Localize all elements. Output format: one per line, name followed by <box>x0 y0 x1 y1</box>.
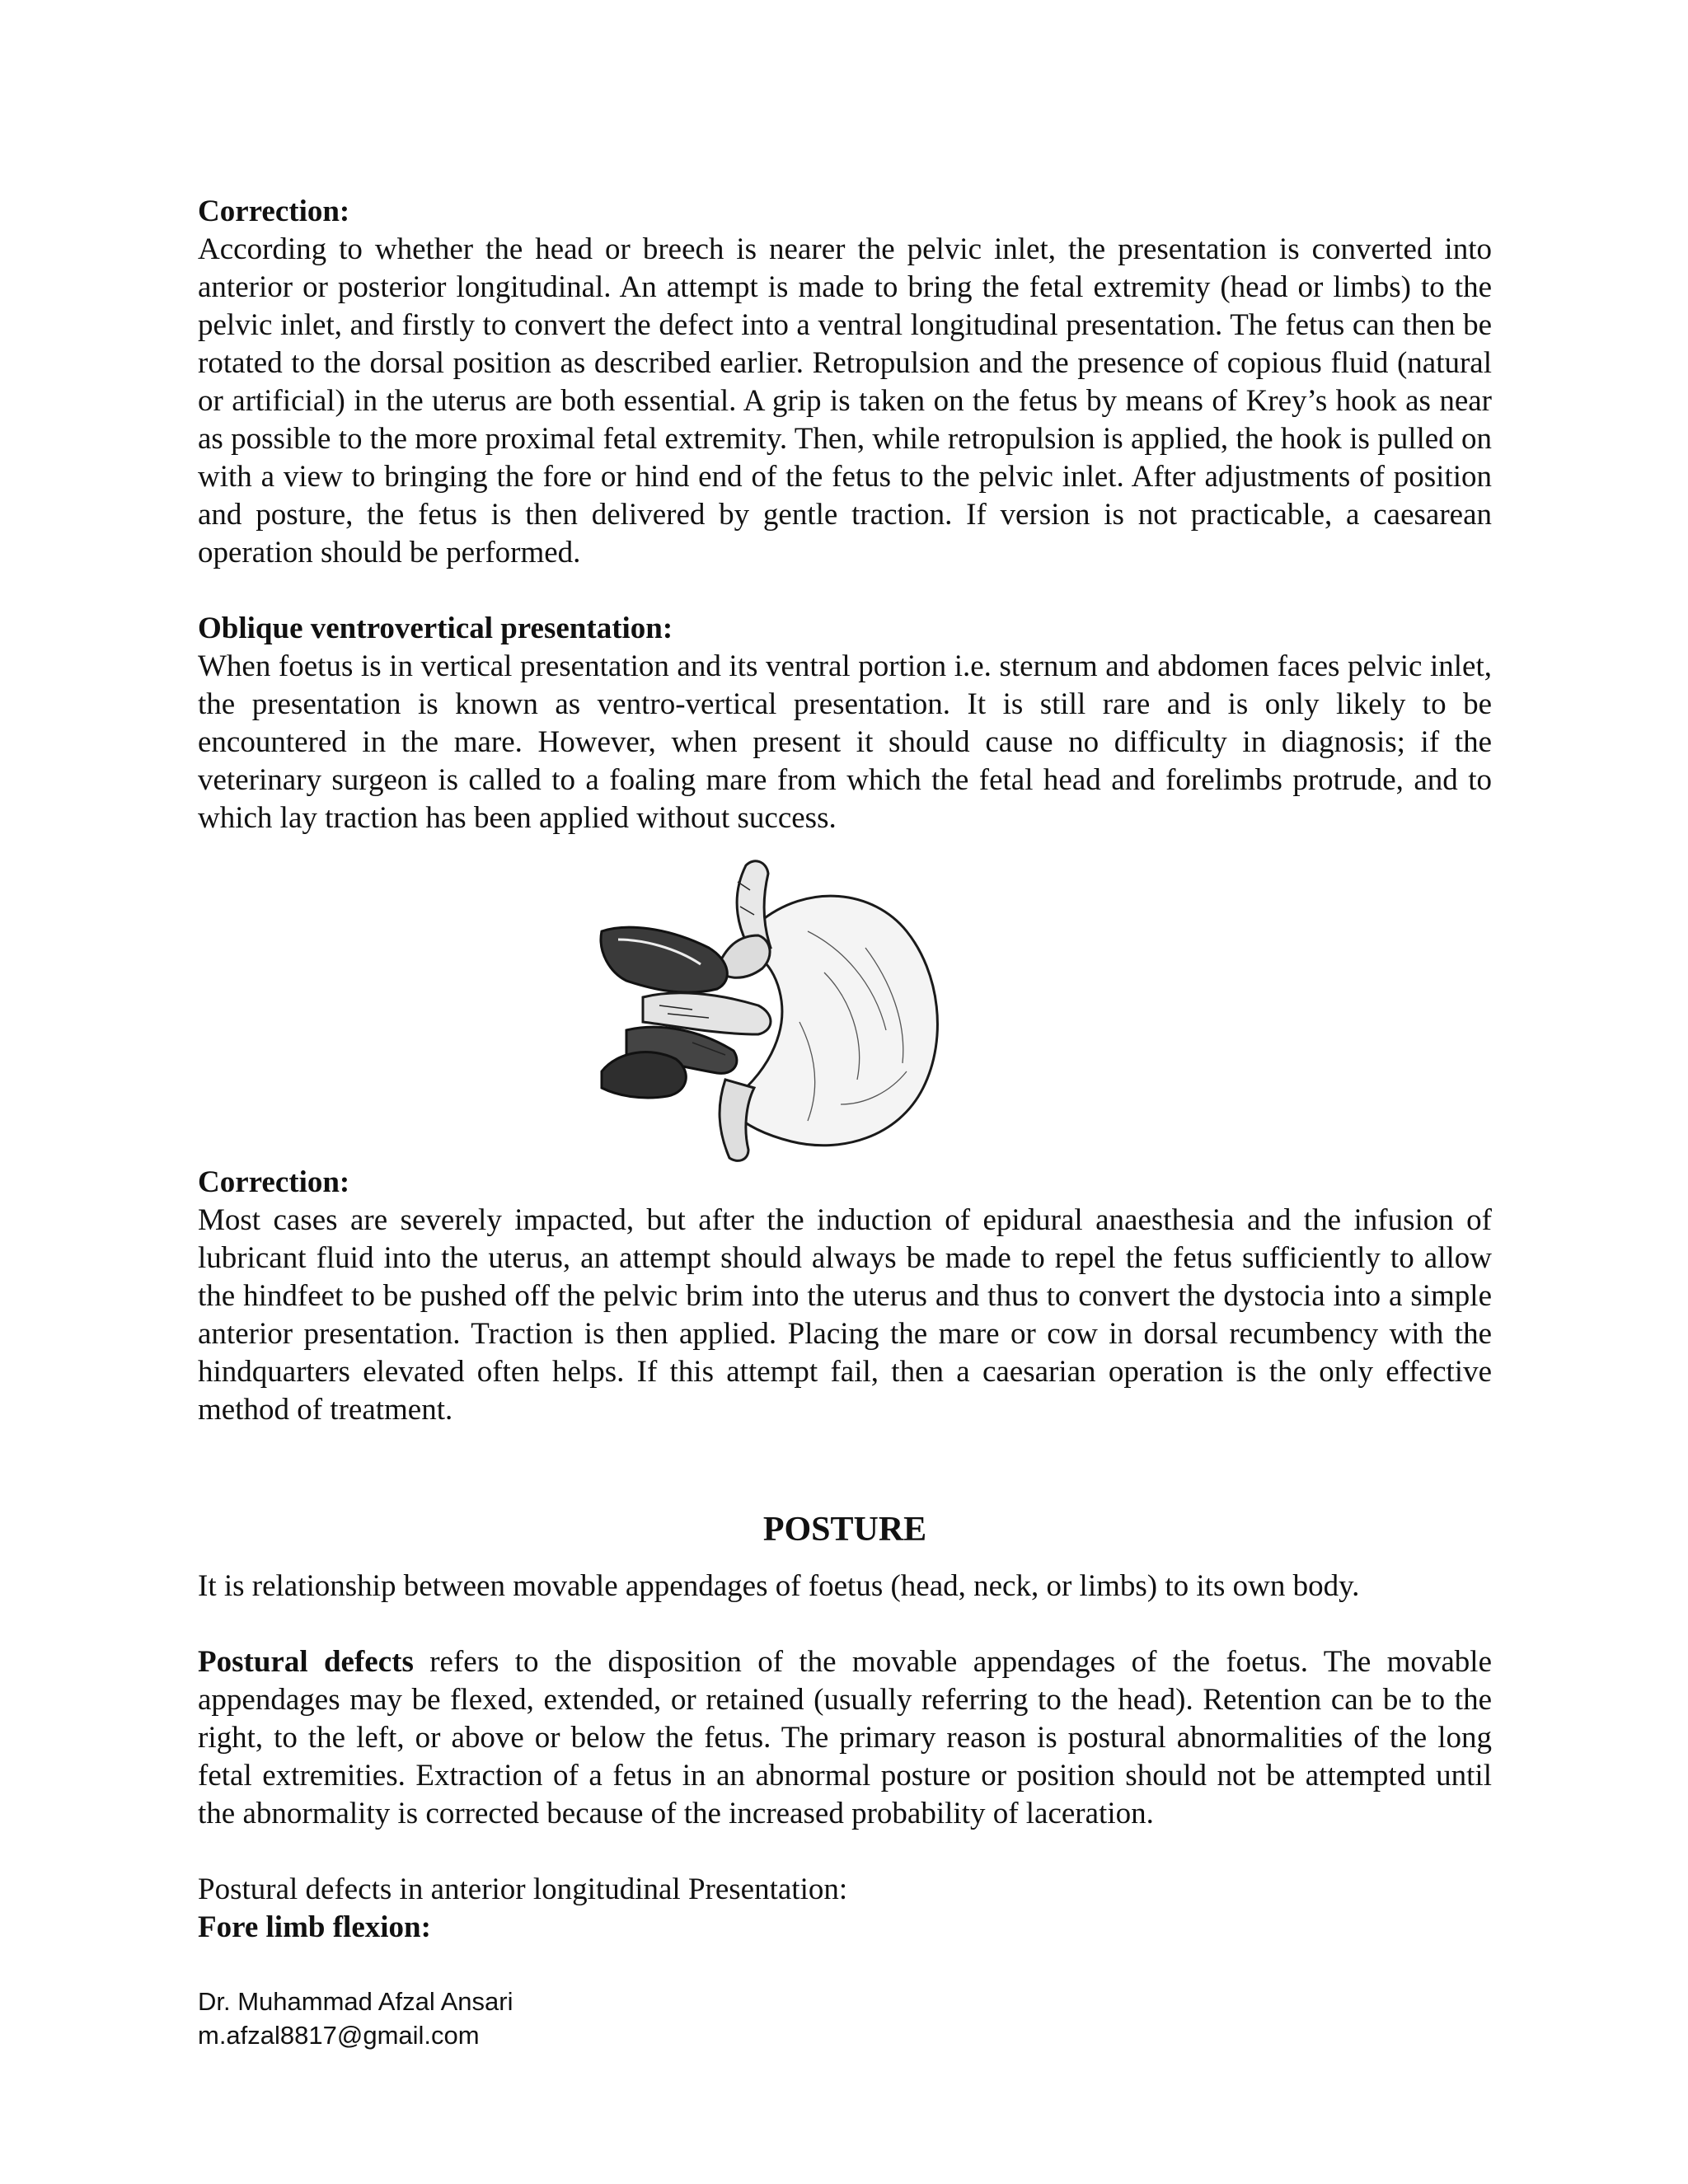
oblique-ventrovertical-paragraph: When foetus is in vertical presentation and its ventral portion i.e. sternum and abdomen faces pelvic inlet, the presentation is known as ventro-vertical presentation. It is still rare and is only likely to be encountered in the mare. However, when present it should cause no difficulty in diagnosis; if the veterinary surgeon is called to a foaling mare from which the fetal head and forelimbs protrude, and to which lay traction has been applied without success. <box>198 649 1492 835</box>
document-footer <box>198 1985 513 2052</box>
postural-defects-term: Postural defects <box>198 1645 414 1679</box>
author-name: Dr. Muhammad Afzal Ansari <box>198 1987 513 2016</box>
correction-paragraph-1: According to whether the head or breech is nearer the pelvic inlet, the presentation is converted into anterior or posterior longitudinal. An attempt is made to bring the fetal extremity (head or limbs) to the pelvic inlet, and firstly to convert the defect into a ventral longitudinal presentation. The fetus can then be rotated to the dorsal position as described earlier. Retropulsion and the presence of copious fluid (natural or artificial) in the uterus are both essential. A grip is taken on the fetus by means of Krey’s hook as near as possible to the more proximal fetal extremity. Then, while retropulsion is applied, the hook is pulled on with a view to bringing the fore or hind end of the fetus to the pelvic inlet. After adjustments of position and posture, the fetus is then delivered by gentle traction. If version is not practicable, a caesarean operation should be performed. <box>198 232 1492 569</box>
postural-defects-text: refers to the disposition of the movable appendages of the foetus. The movable appendages may be flexed, extended, or retained (usually referring to the head). Retention can be to the right, to the left, or above or below the fetus. The primary reason is postural abnormalities of the long fetal extremities. Extraction of a fetus in an abnormal posture or position should not be attempted until the abnormality is corrected because of the increased probability of laceration. <box>198 1645 1492 1830</box>
correction-paragraph-2: Most cases are severely impacted, but after the induction of epidural anaesthesia and the infusion of lubricant fluid into the uterus, an attempt should always be made to repel the fetus sufficiently to allow the hindfeet to be pushed off the pelvic brim into the uterus and thus to convert the dystocia into a simple anterior presentation. Traction is then applied. Placing the mare or cow in dorsal recumbency with the hindquarters elevated often helps. If this attempt fail, then a caesarian operation is the only effective method of treatment. <box>198 1203 1492 1427</box>
fetus-illustration <box>198 857 1492 1164</box>
oblique-ventrovertical-heading: Oblique ventrovertical presentation: <box>198 612 673 645</box>
fore-limb-flexion-heading: Fore limb flexion: <box>198 1910 431 1944</box>
document-page <box>198 193 1492 1947</box>
correction-heading-2: Correction: <box>198 1165 350 1199</box>
postural-defects-paragraph <box>198 1643 1492 1833</box>
author-email: m.afzal8817@gmail.com <box>198 2021 480 2050</box>
anterior-presentation-subtitle: Postural defects in anterior longitudinal Presentation: <box>198 1872 848 1906</box>
posture-definition: It is relationship between movable appendages of foetus (head, neck, or limbs) to its own body. <box>198 1569 1360 1603</box>
fetus-drawing-icon <box>593 857 956 1164</box>
posture-title: POSTURE <box>762 1511 927 1549</box>
correction-heading-1: Correction: <box>198 194 350 228</box>
